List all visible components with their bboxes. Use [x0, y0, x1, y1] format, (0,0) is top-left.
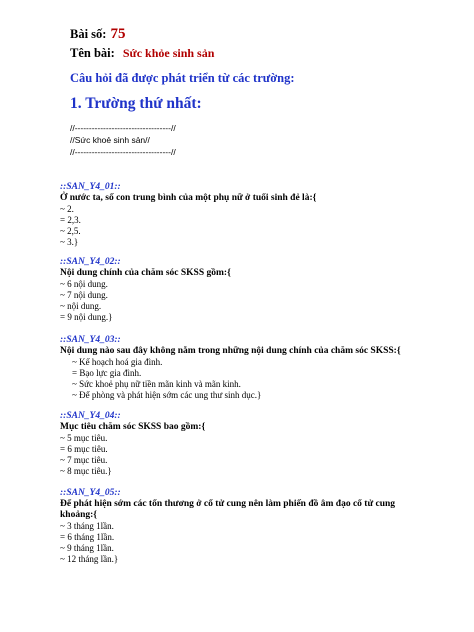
answer-option: ~ 12 tháng lần.} — [60, 554, 119, 564]
title-value: Sức khỏe sinh sản — [122, 46, 215, 60]
answer-option: ~ Kế hoạch hoá gia đình. — [72, 357, 163, 367]
subheading: Câu hỏi đã được phát triển từ các trường: — [70, 71, 295, 85]
answer-option: ~ nội dung. — [60, 301, 102, 311]
comment-line: //----------------------------------// — [70, 123, 176, 133]
comment-line: //Sức khoẻ sinh sản// — [70, 135, 150, 145]
exercise-number: 75 — [110, 26, 126, 42]
question-id: ::SAN_Y4_02:: — [60, 257, 121, 267]
question-id: ::SAN_Y4_04:: — [60, 411, 121, 421]
answer-option: ~ 8 mục tiêu.} — [60, 466, 112, 476]
section-heading: 1. Trường thứ nhất: — [70, 95, 202, 112]
question-text: Nội dung nào sau đây không nằm trong những nội dung chính của chăm sóc SKSS:{ — [60, 346, 401, 356]
answer-option: ~ 6 nội dung. — [60, 279, 108, 289]
answer-option: = Bạo lực gia đình. — [72, 368, 142, 378]
exercise-line — [70, 25, 125, 43]
answer-option: ~ 7 mục tiêu. — [60, 455, 108, 465]
title-label: Tên bài: — [70, 46, 115, 60]
answer-option: ~ 2. — [60, 204, 74, 214]
answer-option: ~ Để phòng và phát hiện sớm các ung thư sinh dục.} — [72, 390, 262, 400]
answer-option: ~ 7 nội dung. — [60, 290, 108, 300]
title-line — [70, 44, 214, 62]
answer-option: ~ 5 mục tiêu. — [60, 433, 108, 443]
answer-option: ~ 3 tháng 1lần. — [60, 521, 114, 531]
answer-option: ~ 3.} — [60, 237, 79, 247]
comment-line: //----------------------------------// — [70, 147, 176, 157]
question-text: Ở nước ta, số con trung bình của một phụ nữ ở tuổi sinh đẻ là:{ — [60, 193, 317, 203]
answer-option: ~ Sức khoẻ phụ nữ tiền mãn kinh và mãn kinh. — [72, 379, 241, 389]
question-text: Mục tiêu chăm sóc SKSS bao gồm:{ — [60, 422, 206, 432]
answer-option: = 6 mục tiêu. — [60, 444, 108, 454]
question-id: ::SAN_Y4_05:: — [60, 488, 121, 498]
answer-option: = 9 nội dung.} — [60, 312, 113, 322]
answer-option: ~ 9 tháng 1lần. — [60, 543, 114, 553]
answer-option: ~ 2,5. — [60, 226, 81, 236]
question-text-continued: khoảng:{ — [60, 510, 98, 520]
question-id: ::SAN_Y4_01:: — [60, 182, 121, 192]
question-text: Nội dung chính của chăm sóc SKSS gồm:{ — [60, 268, 231, 278]
exercise-label: Bài số: — [70, 27, 107, 41]
question-text: Để phát hiện sớm các tổn thương ở cổ tử cung nên làm phiến đồ âm đạo cổ tử cung — [60, 499, 396, 509]
question-id: ::SAN_Y4_03:: — [60, 335, 121, 345]
answer-option: = 6 tháng 1lần. — [60, 532, 115, 542]
answer-option: = 2,3. — [60, 215, 81, 225]
